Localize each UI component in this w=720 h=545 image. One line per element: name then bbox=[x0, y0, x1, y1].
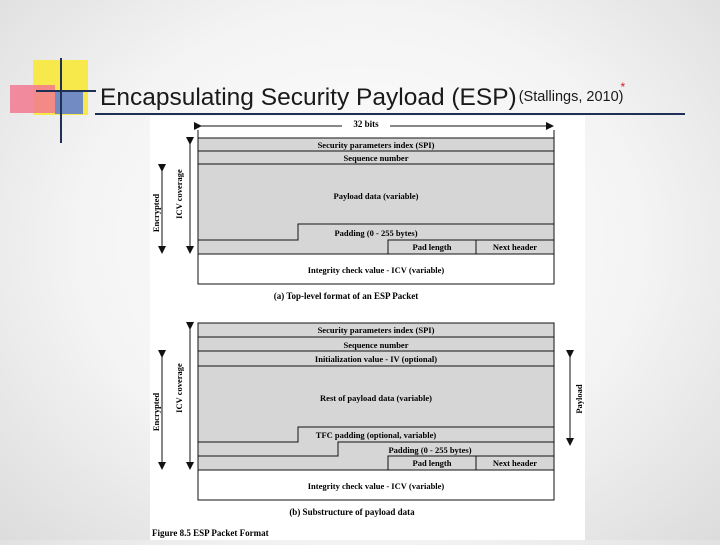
slide-title bbox=[100, 80, 625, 112]
b-pad-length-label: Pad length bbox=[412, 458, 452, 468]
a-icv-coverage-label: ICV coverage bbox=[174, 169, 184, 219]
figure-caption: Figure 8.5 ESP Packet Format bbox=[152, 528, 269, 538]
a-next-header-label: Next header bbox=[492, 242, 538, 252]
decor-line-horizontal bbox=[36, 90, 96, 92]
decor-line-vertical bbox=[60, 58, 62, 143]
a-payload-label: Payload data (variable) bbox=[333, 191, 419, 201]
a-caption: (a) Top-level format of an ESP Packet bbox=[273, 291, 419, 301]
a-padding-label: Padding (0 - 255 bytes) bbox=[334, 228, 418, 238]
b-spi-label: Security parameters index (SPI) bbox=[317, 325, 435, 335]
b-tfc-label: TFC padding (optional, variable) bbox=[315, 430, 437, 440]
title-text: Encapsulating Security Payload (ESP) bbox=[100, 84, 517, 111]
a-spi-label: Security parameters index (SPI) bbox=[317, 140, 435, 150]
a-encrypted-label: Encrypted bbox=[151, 193, 161, 233]
b-icv-label: Integrity check value - ICV (variable) bbox=[307, 481, 445, 491]
b-iv-label: Initialization value - IV (optional) bbox=[314, 354, 438, 364]
citation-mark: * bbox=[620, 80, 626, 94]
b-caption: (b) Substructure of payload data bbox=[289, 507, 415, 517]
esp-diagram bbox=[150, 116, 585, 540]
title-citation: (Stallings, 2010) bbox=[518, 89, 624, 105]
b-next-header-label: Next header bbox=[492, 458, 538, 468]
b-encrypted-label: Encrypted bbox=[151, 392, 161, 432]
b-rest-label: Rest of payload data (variable) bbox=[320, 393, 432, 403]
width-label: 32 bits bbox=[353, 119, 379, 129]
a-seq-label: Sequence number bbox=[343, 153, 409, 163]
part-b bbox=[151, 323, 584, 517]
a-icv-label: Integrity check value - ICV (variable) bbox=[307, 265, 445, 275]
part-a bbox=[151, 138, 554, 301]
b-icv-coverage-label: ICV coverage bbox=[174, 363, 184, 413]
a-pad-length-label: Pad length bbox=[412, 242, 452, 252]
b-seq-label: Sequence number bbox=[343, 340, 409, 350]
b-payload-label: Payload bbox=[574, 384, 584, 414]
b-padding-label: Padding (0 - 255 bytes) bbox=[388, 445, 472, 455]
esp-figure bbox=[150, 116, 585, 540]
title-underline bbox=[95, 113, 685, 115]
